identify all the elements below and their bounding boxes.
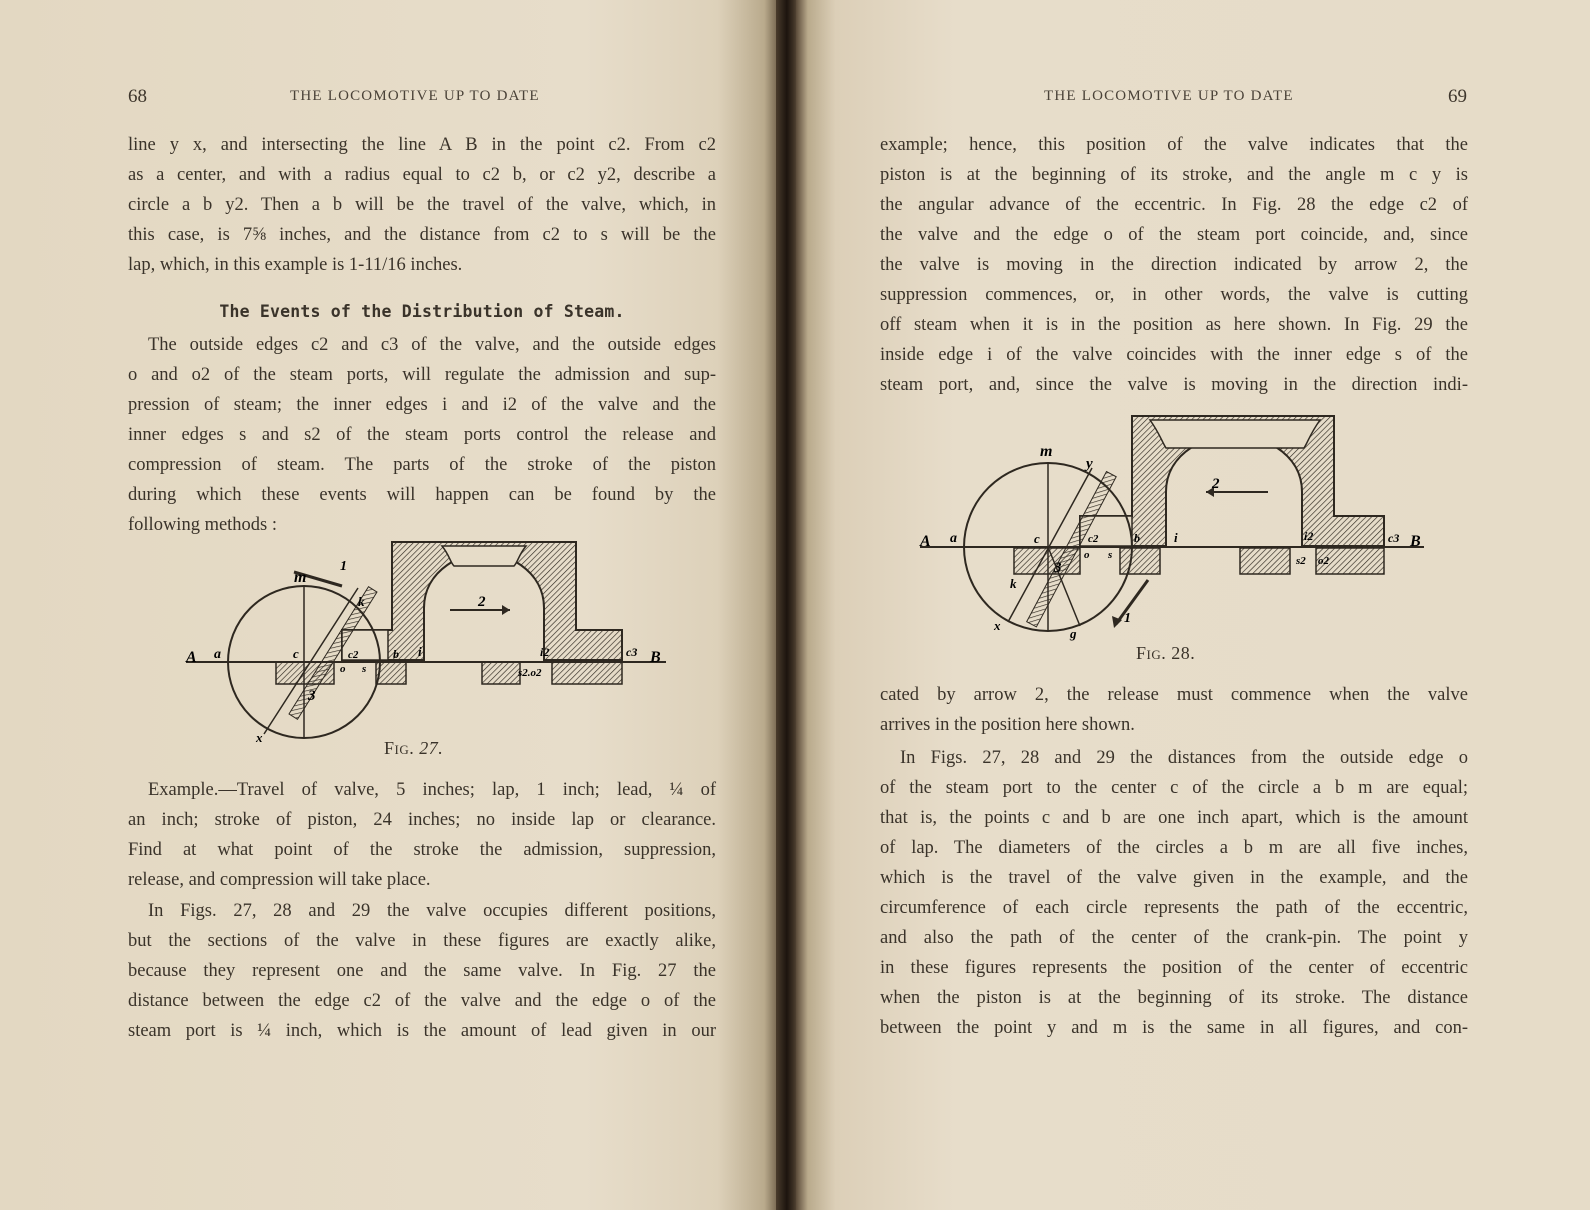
text-line: lap, which, in this example is 1-11/16 inches.: [128, 255, 463, 275]
label-b: b: [1134, 531, 1140, 545]
paragraph-3: [128, 775, 716, 895]
label-i: i: [1174, 530, 1178, 545]
label-s: s: [1108, 549, 1113, 561]
port-seat-far-right: [552, 662, 622, 684]
label-b-upper: B: [650, 649, 661, 666]
label-o2: o2: [1318, 555, 1329, 567]
text-line: following methods :: [128, 515, 278, 535]
paragraph-1: [880, 130, 1468, 400]
page-number: 69: [1448, 86, 1467, 107]
text-line: but the sections of the valve in these figures are exactly alike,: [128, 931, 716, 951]
text-line: Example.—Travel of valve, 5 inches; lap, 1 inch; lead, ¼ of: [148, 780, 716, 800]
label-s2: s2: [1296, 555, 1306, 567]
paragraph-3: [880, 743, 1468, 1043]
label-x: x: [256, 730, 263, 745]
text-line: example; hence, this position of the valve indicates that the: [880, 135, 1468, 155]
label-o: o: [1084, 549, 1090, 561]
label-a-upper: A: [186, 649, 197, 666]
port-seat-right: [482, 662, 520, 684]
label-c3: c3: [626, 645, 638, 659]
caption-prefix: Fig.: [1136, 643, 1167, 663]
text-line: in these figures represents the position of the center of eccentric: [880, 958, 1468, 978]
paragraph-4: [128, 896, 716, 1046]
text-line: o and o2 of the steam ports, will regulate the admission and sup-: [128, 365, 716, 385]
arrow-1: [1116, 580, 1148, 624]
label-b: b: [393, 647, 399, 661]
text-line: In Figs. 27, 28 and 29 the valve occupies different positions,: [148, 901, 716, 921]
text-line: the angular advance of the eccentric. In Fig. 28 the edge c2 of: [880, 195, 1468, 215]
label-x: x: [994, 618, 1001, 633]
label-c: c: [1034, 531, 1040, 546]
label-i: i: [418, 644, 422, 659]
label-c2: c2: [348, 649, 359, 661]
text-line: The outside edges c2 and c3 of the valve, and the outside edges: [148, 335, 716, 355]
label-g: g: [1070, 626, 1077, 641]
label-arrow-2: 2: [478, 594, 486, 610]
text-line: pression of steam; the inner edges i and i2 of the valve and the: [128, 395, 716, 415]
text-line: arrives in the position here shown.: [880, 715, 1135, 735]
label-a: a: [214, 647, 221, 662]
text-line: release, and compression will take place.: [128, 870, 431, 890]
label-i2: i2: [540, 645, 550, 659]
text-line: distance between the edge c2 of the valve and the edge o of the: [128, 991, 716, 1011]
label-a-upper: A: [920, 533, 931, 550]
figure-28-caption: [1136, 643, 1195, 664]
paragraph-1: [128, 130, 716, 280]
text-line: when the piston is at the beginning of its stroke. The distance: [880, 988, 1468, 1008]
label-o: o: [340, 663, 346, 675]
text-line: circumference of each circle represents the path of the eccentric,: [880, 898, 1468, 918]
running-head: THE LOCOMOTIVE UP TO DATE: [1044, 88, 1294, 104]
label-c: c: [293, 646, 299, 661]
text-line: inner edges s and s2 of the steam ports control the release and: [128, 425, 716, 445]
caption-number: 27.: [419, 738, 444, 758]
label-3: 3: [308, 688, 316, 704]
text-line: an inch; stroke of piston, 24 inches; no inside lap or clearance.: [128, 810, 716, 830]
text-line: suppression commences, or, in other words, the valve is cutting: [880, 285, 1468, 305]
text-line: piston is at the beginning of its stroke, and the angle m c y is: [880, 165, 1468, 185]
text-line: steam port, and, since the valve is moving in the direction indi-: [880, 375, 1468, 395]
text-line: the valve and the edge o of the steam port coincide, and, since: [880, 225, 1468, 245]
text-line: of lap. The diameters of the circles a b m are all five inches,: [880, 838, 1468, 858]
left-page: [0, 0, 780, 1210]
label-b-upper: B: [1410, 533, 1421, 550]
figure-27-caption: [384, 738, 443, 759]
caption-prefix: Fig.: [384, 738, 415, 758]
text-line: during which these events will happen can be found by the: [128, 485, 716, 505]
right-page: [796, 0, 1590, 1210]
text-line: off steam when it is in the position as here shown. In Fig. 29 the: [880, 315, 1468, 335]
label-c2: c2: [1088, 533, 1099, 545]
paragraph-2: [128, 330, 716, 540]
label-a: a: [950, 531, 957, 546]
paragraph-2: [880, 680, 1468, 740]
text-line: this case, is 7⅝ inches, and the distance from c2 to s will be the: [128, 225, 716, 245]
figure-27: [180, 538, 680, 750]
caption-number: 28.: [1171, 643, 1196, 663]
text-line: which is the travel of the valve given in the example, and the: [880, 868, 1468, 888]
text-line: line y x, and intersecting the line A B in the point c2. From c2: [128, 135, 716, 155]
text-line: as a center, and with a radius equal to c2 b, or c2 y2, describe a: [128, 165, 716, 185]
label-i2: i2: [1304, 529, 1314, 543]
label-s: s: [362, 663, 367, 675]
text-line: and also the path of the center of the crank-pin. The point y: [880, 928, 1468, 948]
label-s2o2: s2.o2: [518, 667, 542, 679]
label-3: 3: [1054, 560, 1062, 576]
figure-28: [916, 412, 1436, 648]
port-seat-center: [1120, 548, 1160, 574]
valve-cavity: [1150, 420, 1320, 448]
label-m: m: [294, 569, 307, 586]
label-1: 1: [340, 559, 347, 574]
text-line: Find at what point of the stroke the admission, suppression,: [128, 840, 716, 860]
label-k: k: [1010, 576, 1017, 591]
text-line: between the point y and m is the same in all figures, and con-: [880, 1018, 1468, 1038]
page-number: 68: [128, 86, 147, 107]
text-line: circle a b y2. Then a b will be the travel of the valve, which, in: [128, 195, 716, 215]
label-m: m: [1040, 443, 1053, 460]
text-line: steam port is ¼ inch, which is the amount of lead given in our: [128, 1021, 716, 1041]
text-line: of the steam port to the center c of the circle a b m are equal;: [880, 778, 1468, 798]
label-1: 1: [1124, 611, 1131, 626]
text-line: because they represent one and the same valve. In Fig. 27 the: [128, 961, 716, 981]
section-heading: The Events of the Distribution of Steam.: [219, 302, 625, 321]
label-y: y: [1086, 456, 1093, 472]
text-line: inside edge i of the valve coincides with the inner edge s of the: [880, 345, 1468, 365]
valve-cavity: [442, 546, 526, 566]
text-line: the valve is moving in the direction indicated by arrow 2, the: [880, 255, 1468, 275]
label-arrow-2: 2: [1212, 476, 1220, 492]
text-line: compression of steam. The parts of the stroke of the piston: [128, 455, 716, 475]
arrow-2-head: [502, 605, 510, 615]
text-line: cated by arrow 2, the release must commence when the valve: [880, 685, 1468, 705]
label-c3: c3: [1388, 531, 1400, 545]
port-seat-right: [1240, 548, 1290, 574]
running-head: THE LOCOMOTIVE UP TO DATE: [290, 88, 540, 104]
text-line: In Figs. 27, 28 and 29 the distances from the outside edge o: [900, 748, 1468, 768]
label-k: k: [358, 594, 365, 609]
text-line: that is, the points c and b are one inch apart, which is the amount: [880, 808, 1468, 828]
